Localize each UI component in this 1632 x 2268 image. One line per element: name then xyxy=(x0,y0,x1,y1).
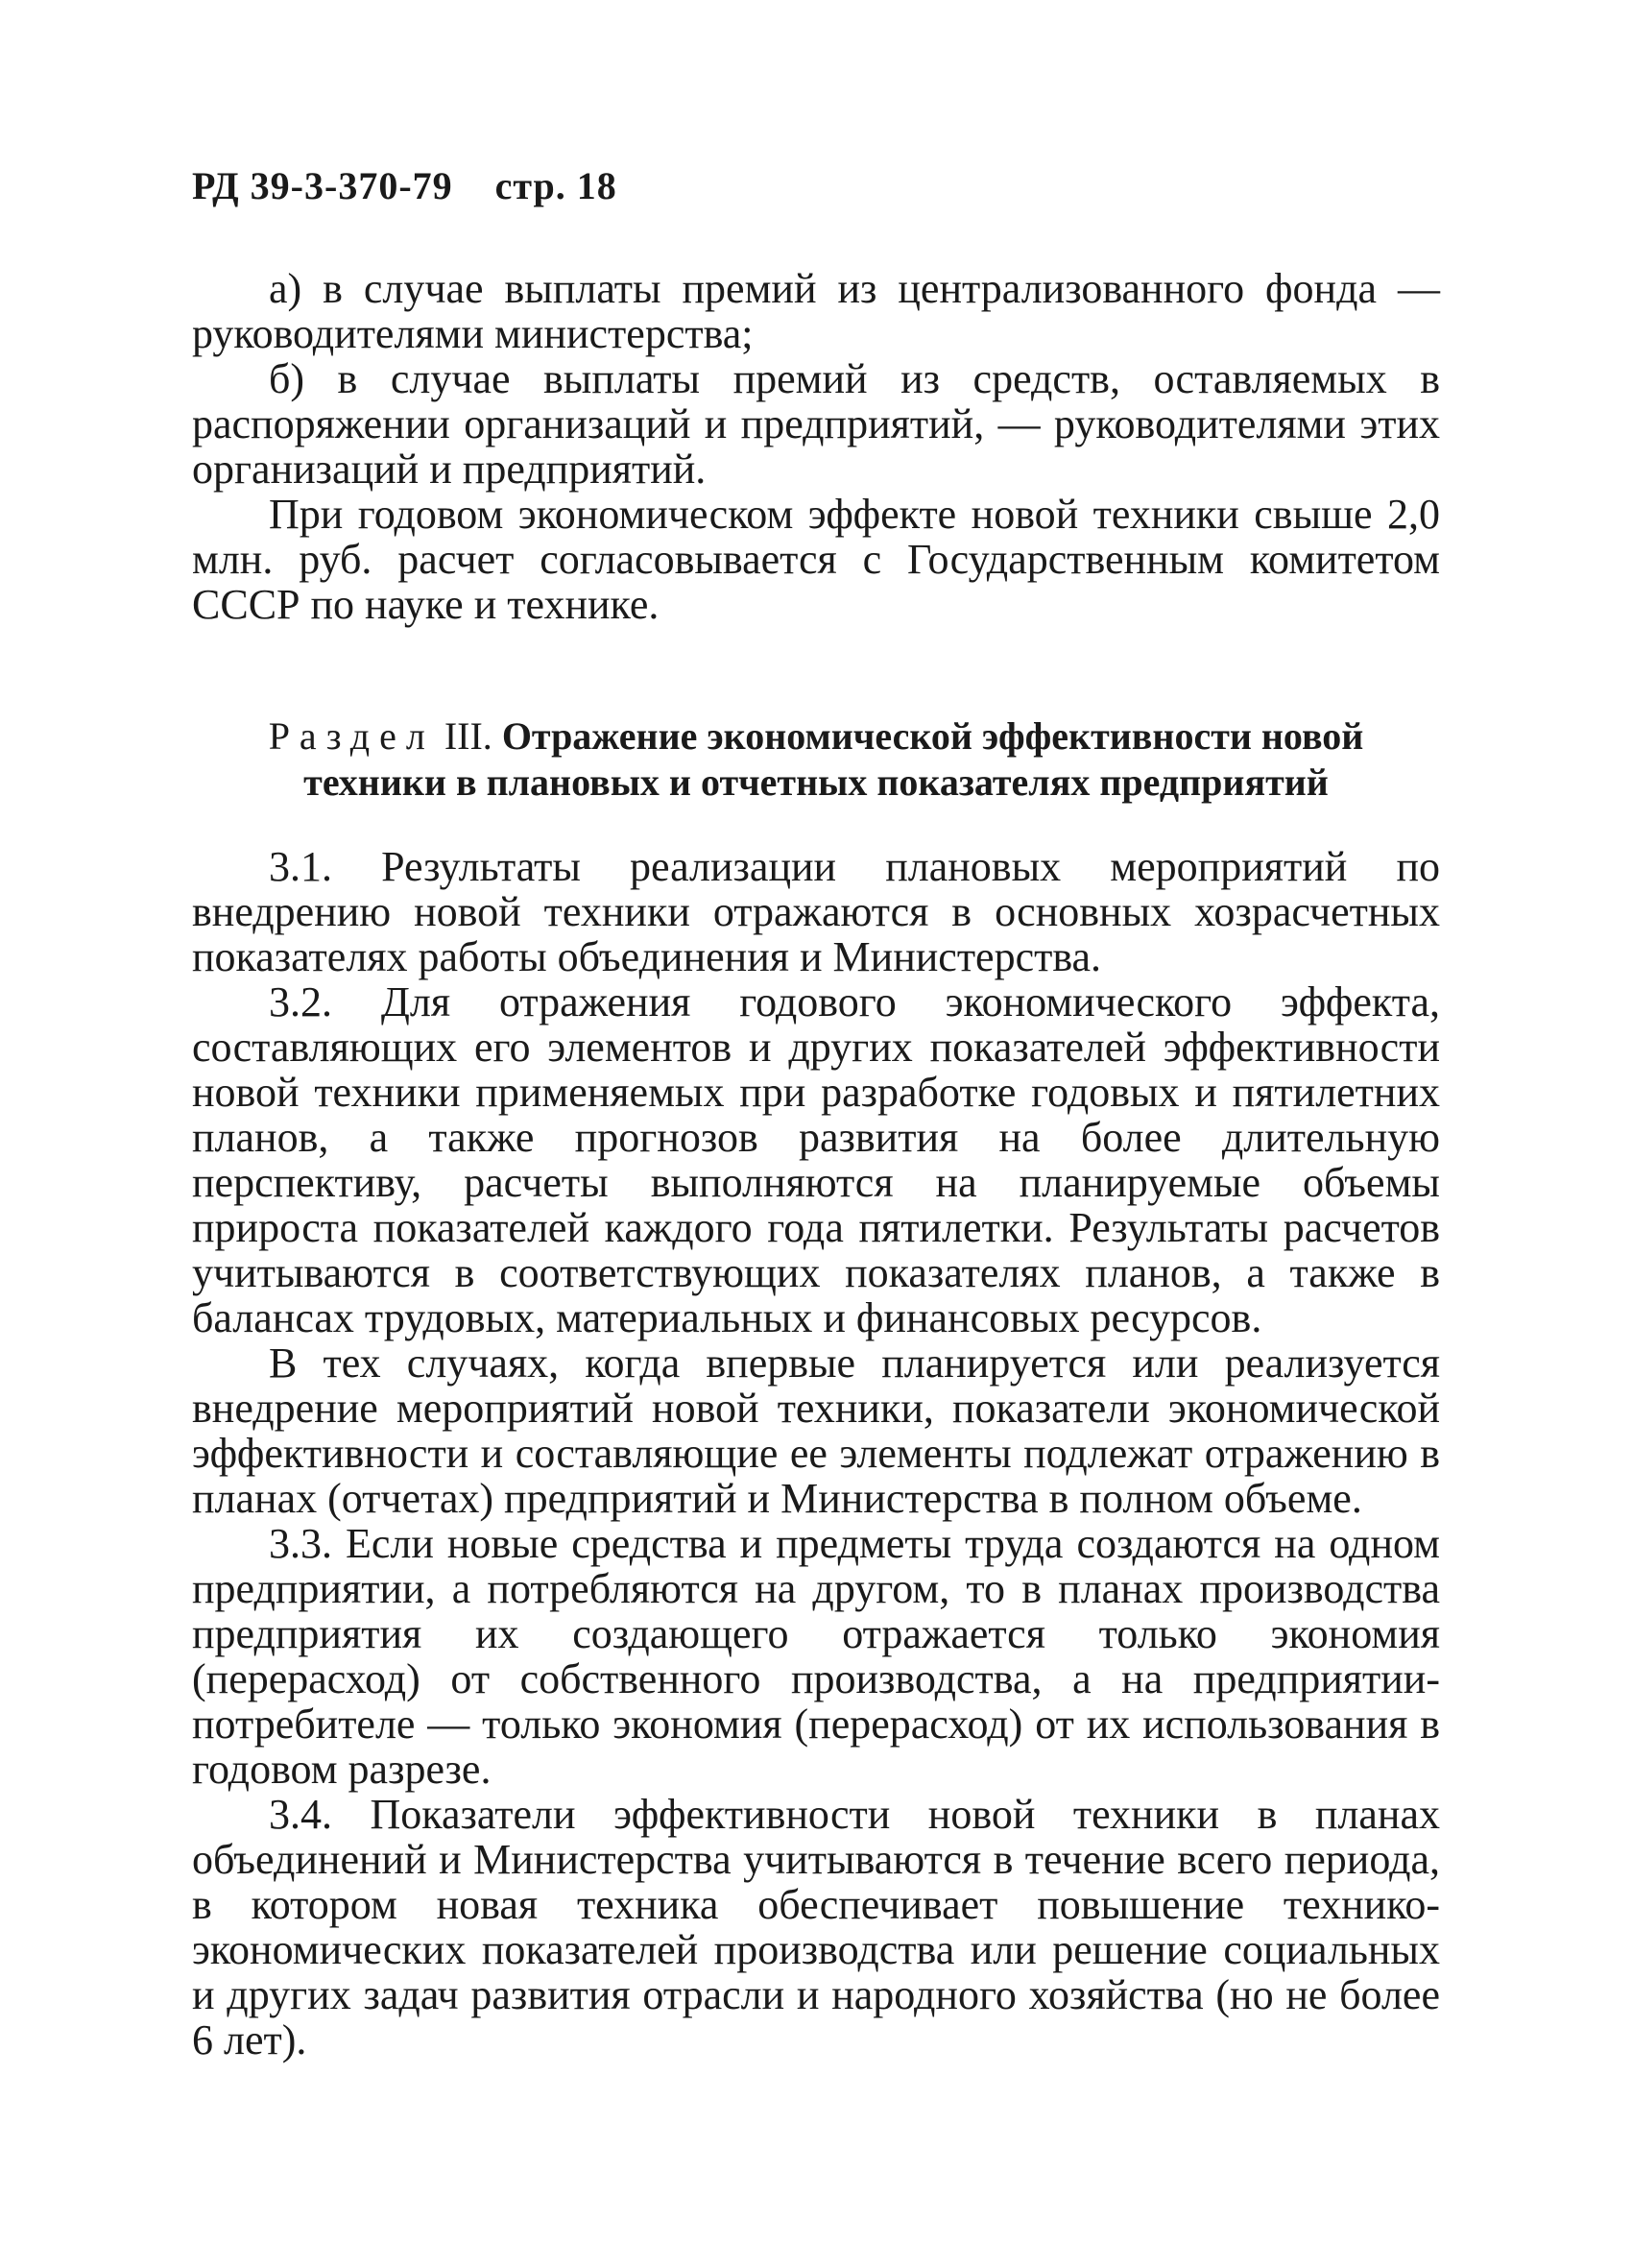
paragraph-3-1: 3.1. Результаты реализации плановых мероприятий по внедрению новой техники отражаются в основных хозрасчетных показателях работы объединения и Министерства. xyxy=(192,843,1440,980)
section-label: Раздел xyxy=(268,714,435,758)
section-heading xyxy=(192,713,1440,806)
document-page xyxy=(192,163,1440,2063)
paragraph-3-4: 3.4. Показатели эффективности новой техники в планах объединений и Министерства учитываются в течение всего периода, в котором новая техника обеспечивает повышение технико-экономических показателей производства или решение социальных и других задач развития отрасли и народного хозяйства (но не более 6 лет). xyxy=(192,1791,1440,2063)
section-number: III. xyxy=(444,714,492,758)
paragraph-3-2: 3.2. Для отражения годового экономического эффекта, составляющих его элементов и других показателей эффективности новой техники применяемых при разработке годовых и пятилетних планов, а также прогнозов развития на более длительную перспективу, расчеты выполняются на планируемые объемы прироста показателей каждого года пятилетки. Результаты расчетов учитываются в соответствующих показателях планов, а также в балансах трудовых, материальных и финансовых ресурсов. xyxy=(192,978,1440,1341)
paragraph-approval: При годовом экономическом эффекте новой техники свыше 2,0 млн. руб. расчет согласовывается с Государственным комитетом СССР по науке и технике. xyxy=(192,491,1440,628)
paragraph-b: б) в случае выплаты премий из средств, оставляемых в распоряжении организаций и предприятий, — руководителями этих организаций и предприятий. xyxy=(192,355,1440,493)
page-header xyxy=(192,163,1440,208)
paragraph-3-3: 3.3. Если новые средства и предметы труда создаются на одном предприятии, а потребляются на другом, то в планах производства предприятия их создающего отражается только экономия (перерасход) от собственного производства, а на предприятии-потребителе — только экономия (перерасход) от их использования в годовом разрезе. xyxy=(192,1520,1440,1793)
page-number: стр. 18 xyxy=(494,164,617,207)
document-code: РД 39-3-370-79 xyxy=(192,164,453,207)
section-title: Отражение экономической эффективности новой техники в плановых и отчетных показателях предприятий xyxy=(303,714,1364,804)
paragraph-a: а) в случае выплаты премий из централизованного фонда — руководителями министерства; xyxy=(192,265,1440,357)
paragraph-3-2-cont: В тех случаях, когда впервые планируется или реализуется внедрение мероприятий новой техники, показатели экономической эффективности и составляющие ее элементы подлежат отражению в планах (отчетах) предприятий и Министерства в полном объеме. xyxy=(192,1339,1440,1522)
